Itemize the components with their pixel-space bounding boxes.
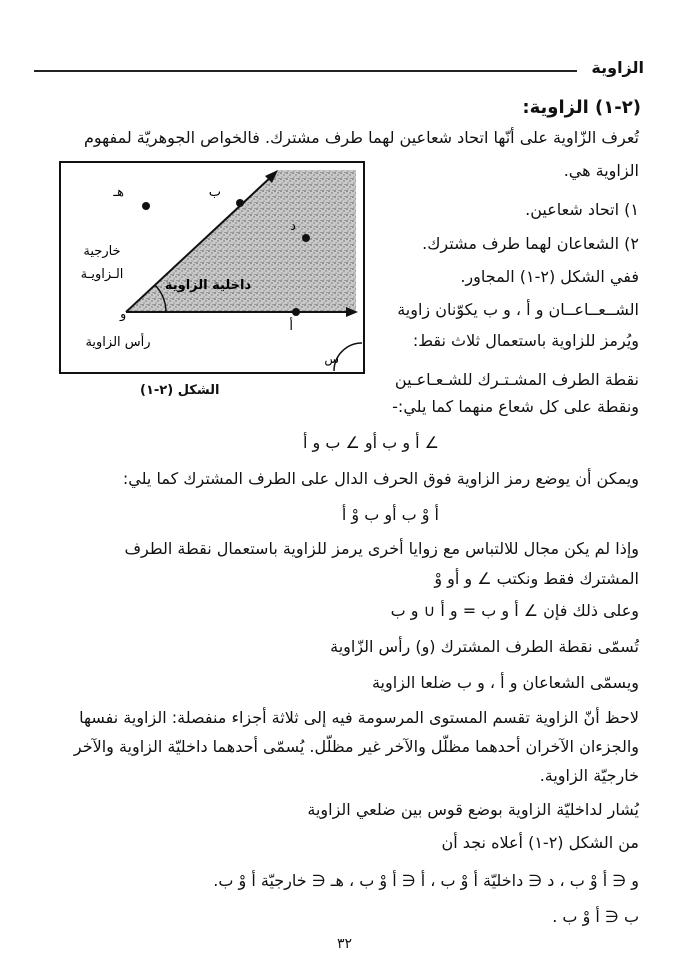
label-b: ب: [208, 185, 221, 200]
paragraph-line: لاحظ أنّ الزاوية تقسم المستوى المرسومة فيه إلى ثلاثة أجزاء منفصلة: الزاوية نفسها: [79, 708, 639, 727]
label-h: هـ: [113, 185, 124, 200]
paragraph-line: و ∈ أ وْ ب ، د ∈ داخليّة أ وْ ب ، أ ∈ أ وْ ب ، هـ ∈ خارجيّة أ وْ ب.: [213, 871, 639, 890]
paragraph-line: نقطة الطرف المشـتـرك للشـعـاعـين: [394, 370, 639, 389]
paragraph-line: ففي الشكل (٢-١) المجاور.: [460, 267, 639, 286]
paragraph-line: خارجيّة الزاوية.: [539, 766, 639, 785]
point-a: [292, 308, 300, 316]
label-d: د: [290, 219, 296, 234]
list-item: ١) اتحاد شعاعين.: [525, 200, 639, 219]
paragraph-line: يُشار لداخليّة الزاوية بوضع قوس بين ضلعي الزاوية: [307, 800, 639, 819]
paragraph-line: والجزءان الآخران أحدهما مظلّل والآخر غير مظلّل. يُسمّى أحدهما داخليّة الزاوية والآخر: [73, 737, 639, 756]
list-item: ٢) الشعاعان لهما طرف مشترك.: [422, 234, 639, 253]
paragraph-line: وعلى ذلك فإن ∠ أ و ب = و أ ∪ و ب: [390, 601, 639, 620]
paragraph-line: من الشكل (٢-١) أعلاه نجد أن: [441, 833, 639, 852]
label-w: و: [120, 307, 127, 322]
paragraph-line: ويمكن أن يوضع رمز الزاوية فوق الحرف الدال على الطرف المشترك كما يلي:: [122, 469, 639, 488]
paragraph-line: ويسمّى الشعاعان و أ ، و ب ضلعا الزاوية: [371, 673, 639, 692]
point-b: [236, 199, 244, 207]
header-rule: [34, 70, 577, 72]
paragraph-line: تُعرف الزّاوية على أنّها اتحاد شعاعين لهما طرف مشترك. فالخواص الجوهريّة لمفهوم: [83, 128, 639, 147]
figure-caption: الشكل (٢-١): [140, 383, 220, 398]
math-notation: أ وْ ب أو ب وْ أ: [341, 505, 439, 524]
label-exterior-1: خارجية: [83, 244, 121, 259]
paragraph-line: تُسمّى نقطة الطرف المشترك (و) رأس الزّاوية: [330, 637, 639, 656]
paragraph-line: الزاوية هي.: [563, 161, 639, 180]
paragraph-line: ب ∈ أ وْ ب .: [552, 907, 639, 926]
running-header-title: الزاوية: [591, 58, 644, 77]
label-s: س: [324, 352, 339, 366]
page-number: ٣٢: [336, 936, 353, 952]
angle-figure: [58, 160, 368, 380]
paragraph-line: وإذا لم يكن مجال للالتباس مع زوايا أخرى يرمز للزاوية باستعمال نقطة الطرف: [124, 539, 639, 558]
label-exterior-2: الـزاويـة: [80, 267, 124, 282]
label-interior: داخلية الزاوية: [164, 278, 252, 293]
point-h: [142, 202, 150, 210]
paragraph-line: ويُرمز للزاوية باستعمال ثلاث نقط:: [412, 331, 639, 350]
paragraph-line: ونقطة على كل شعاع منهما كما يلي:-: [392, 397, 639, 416]
label-a: أ: [289, 319, 293, 334]
label-vertex: رأس الزاوية: [85, 335, 151, 350]
math-notation: ∠ أ و ب أو ∠ ب و أ: [302, 433, 439, 452]
point-d: [302, 234, 310, 242]
paragraph-line: الشــعــاعــان و أ ، و ب يكوّنان زاوية: [397, 300, 639, 319]
section-title: (٢-١) الزاوية:: [522, 97, 641, 118]
paragraph-line: المشترك فقط ونكتب ∠ و أو وْ: [434, 569, 639, 588]
